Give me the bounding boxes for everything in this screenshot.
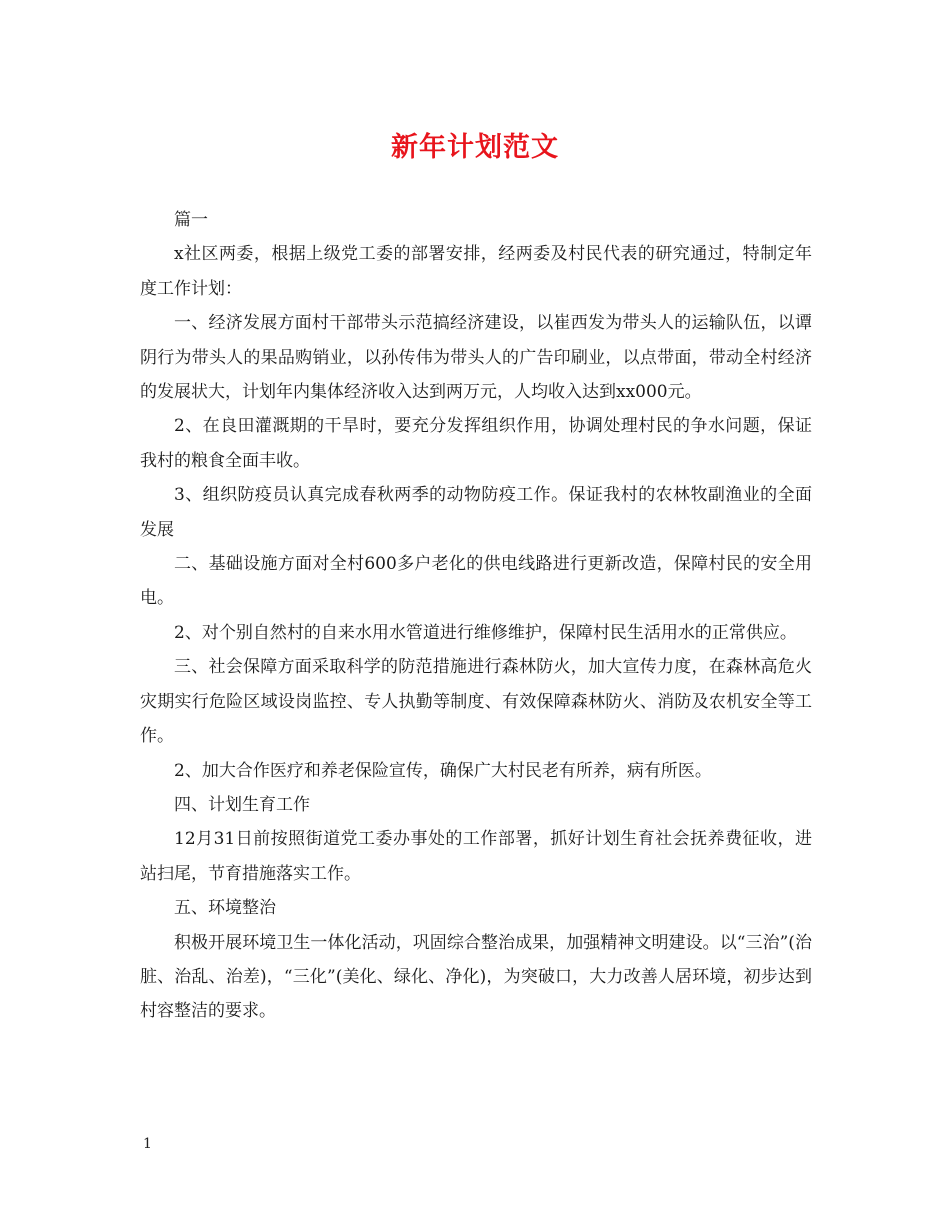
paragraph: 3、组织防疫员认真完成春秋两季的动物防疫工作。保证我村的农林牧副渔业的全面发展 bbox=[140, 485, 812, 540]
paragraph: 二、基础设施方面对全村600多户老化的供电线路进行更新改造，保障村民的安全用电。 bbox=[140, 554, 812, 609]
paragraph: x社区两委，根据上级党工委的部署安排，经两委及村民代表的研究通过，特制定年度工作计划： bbox=[140, 244, 812, 299]
document-title: 新年计划范文 bbox=[391, 132, 559, 163]
paragraph: 2、加大合作医疗和养老保险宣传，确保广大村民老有所养，病有所医。 bbox=[174, 760, 712, 781]
paragraph: 三、社会保障方面采取科学的防范措施进行森林防火，加大宣传力度，在森林高危火灾期实行危险区域设岗监控、专人执勤等制度、有效保障森林防火、消防及农机安全等工作。 bbox=[140, 657, 812, 747]
paragraph: 五、环境整治 bbox=[174, 898, 276, 919]
paragraph: 篇一 bbox=[174, 210, 208, 230]
document-body bbox=[140, 203, 812, 1029]
paragraph: 积极开展环境卫生一体化活动，巩固综合整治成果，加强精神文明建设。以“三治”(治脏、治乱、治差)，“三化”(美化、绿化、净化)，为突破口，大力改善人居环境，初步达到村容整洁的要求。 bbox=[140, 932, 812, 1022]
paragraph: 2、在良田灌溉期的干旱时，要充分发挥组织作用，协调处理村民的争水问题，保证我村的粮食全面丰收。 bbox=[140, 416, 812, 471]
paragraph: 12月31日前按照街道党工委办事处的工作部署，抓好计划生育社会抚养费征收，进站扫尾，节育措施落实工作。 bbox=[140, 829, 812, 884]
paragraph: 2、对个别自然村的自来水用水管道进行维修维护，保障村民生活用水的正常供应。 bbox=[174, 622, 797, 643]
paragraph: 一、经济发展方面村干部带头示范搞经济建设，以崔西发为带头人的运输队伍，以谭阴行为带头人的果品购销业，以孙传伟为带头人的广告印刷业，以点带面，带动全村经济的发展状大，计划年内集体经济收入达到两万元，人均收入达到xx000元。 bbox=[140, 313, 812, 403]
paragraph: 四、计划生育工作 bbox=[174, 794, 310, 815]
page-number: 1 bbox=[143, 1136, 152, 1152]
